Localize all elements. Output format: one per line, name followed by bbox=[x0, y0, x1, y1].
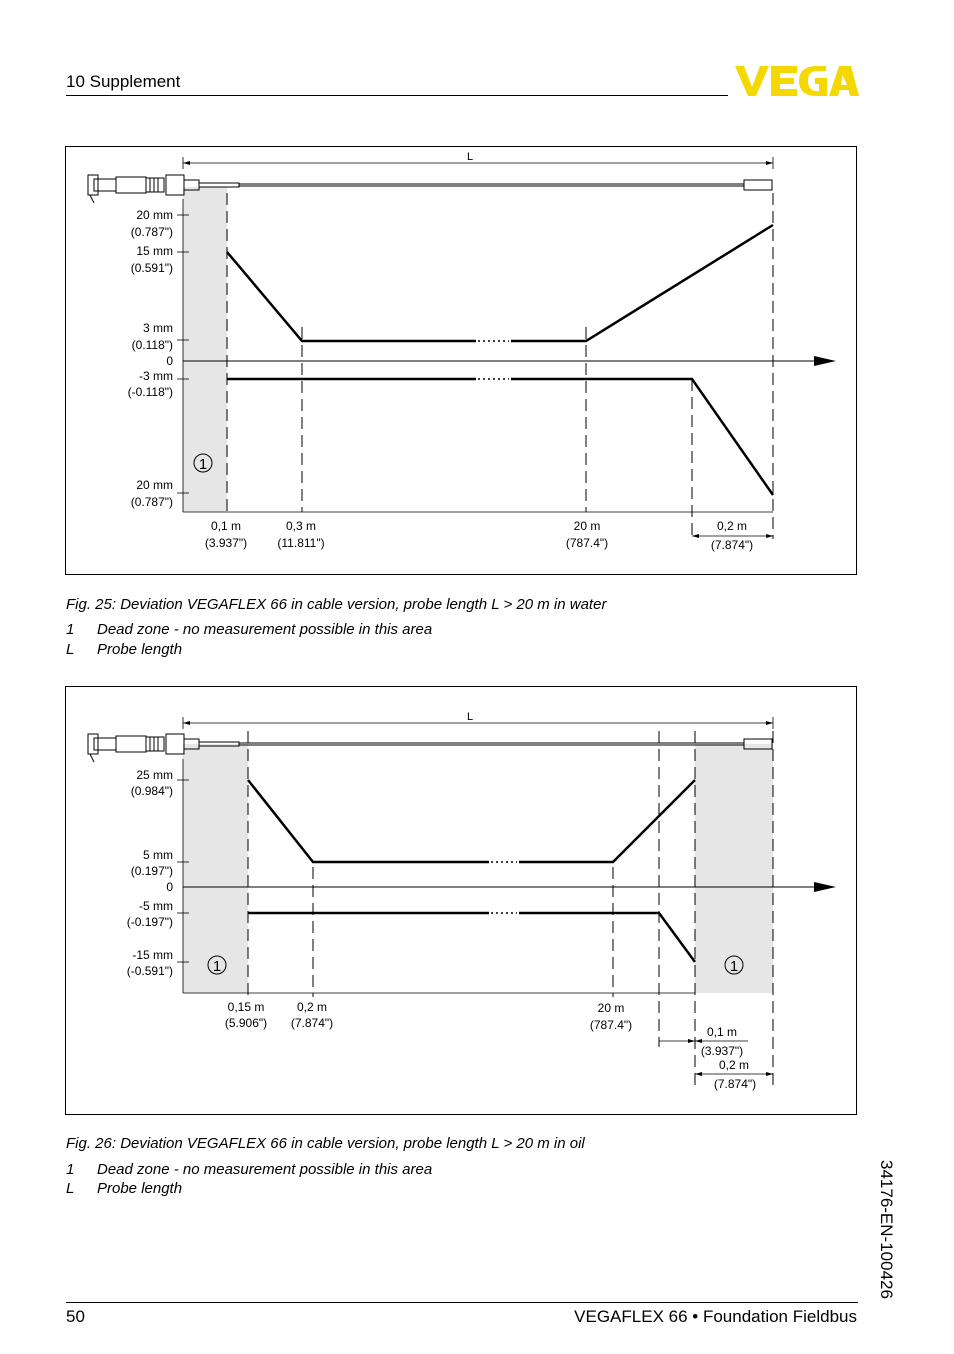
x-label-inch: (787.4") bbox=[565, 536, 609, 550]
y-label: 20 mm bbox=[136, 208, 173, 222]
dimension-label-L: L bbox=[466, 151, 474, 163]
vega-logo-letters bbox=[735, 66, 859, 96]
x-label-inch: (7.874") bbox=[713, 1077, 757, 1091]
x-label-inch: (7.874") bbox=[290, 1016, 334, 1030]
y-label: 25 mm bbox=[136, 768, 173, 782]
y-label: -15 mm bbox=[132, 948, 173, 962]
y-label: 3 mm bbox=[143, 321, 173, 335]
y-label: -5 mm bbox=[139, 899, 173, 913]
dimension-label-L: L bbox=[466, 711, 474, 723]
vega-logo bbox=[735, 63, 859, 99]
x-label: 0,15 m bbox=[227, 1000, 265, 1014]
footer-rule bbox=[66, 1302, 858, 1303]
legend-item: 1 Dead zone - no measurement possible in this area bbox=[66, 621, 433, 638]
y-label: 0 bbox=[166, 354, 173, 368]
y-label-inch: (0.591") bbox=[130, 261, 173, 275]
x-label: 0,1 m bbox=[706, 1025, 738, 1039]
figure-25-diagram bbox=[65, 146, 857, 575]
x-label: 0,2 m bbox=[718, 1058, 750, 1072]
y-label: -3 mm bbox=[139, 369, 173, 383]
legend-item: L Probe length bbox=[66, 1180, 183, 1197]
x-label-inch: (787.4") bbox=[589, 1018, 633, 1032]
y-label-inch: (0.197") bbox=[130, 864, 173, 878]
x-label: 0,3 m bbox=[285, 519, 317, 533]
y-label-inch: (0.984") bbox=[130, 784, 173, 798]
figure-25-caption: Fig. 25: Deviation VEGAFLEX 66 in cable version, probe length L > 20 m in water bbox=[66, 596, 607, 613]
y-label-inch: (0.787") bbox=[130, 225, 173, 239]
y-label-inch: (-0.591") bbox=[126, 964, 173, 978]
legend-item: 1 Dead zone - no measurement possible in this area bbox=[66, 1161, 433, 1178]
y-label: 5 mm bbox=[143, 848, 173, 862]
x-label-inch: (7.874") bbox=[710, 538, 754, 552]
x-label: 0,2 m bbox=[296, 1000, 328, 1014]
page-number: 50 bbox=[66, 1307, 85, 1326]
svg-text:1: 1 bbox=[198, 456, 208, 473]
svg-text:1: 1 bbox=[212, 958, 222, 975]
x-label: 20 m bbox=[597, 1001, 625, 1015]
y-label-inch: (-0.118") bbox=[127, 385, 173, 399]
x-label: 0,1 m bbox=[210, 519, 242, 533]
y-label-inch: (-0.197") bbox=[126, 915, 173, 929]
section-heading: 10 Supplement bbox=[66, 72, 181, 91]
footer-title: VEGAFLEX 66 • Foundation Fieldbus bbox=[574, 1307, 857, 1326]
y-label-inch: (0.787") bbox=[130, 495, 173, 509]
x-label-inch: (3.937") bbox=[204, 536, 248, 550]
x-label: 0,2 m bbox=[716, 519, 748, 533]
figure-26-caption: Fig. 26: Deviation VEGAFLEX 66 in cable version, probe length L > 20 m in oil bbox=[66, 1135, 585, 1152]
y-label: 0 bbox=[166, 880, 173, 894]
x-label: 20 m bbox=[573, 519, 601, 533]
x-label-inch: (5.906") bbox=[224, 1016, 268, 1030]
y-label-inch: (0.118") bbox=[131, 338, 173, 352]
x-label-inch: (3.937") bbox=[700, 1044, 744, 1058]
document-code: 34176-EN-100426 bbox=[877, 1160, 896, 1299]
x-label-inch: (11.811") bbox=[277, 536, 325, 550]
y-label: 20 mm bbox=[136, 478, 173, 492]
y-label: 15 mm bbox=[136, 244, 173, 258]
figure-26-diagram bbox=[65, 686, 857, 1115]
header-rule bbox=[66, 95, 728, 96]
legend-item: L Probe length bbox=[66, 641, 183, 658]
svg-text:1: 1 bbox=[729, 958, 739, 975]
